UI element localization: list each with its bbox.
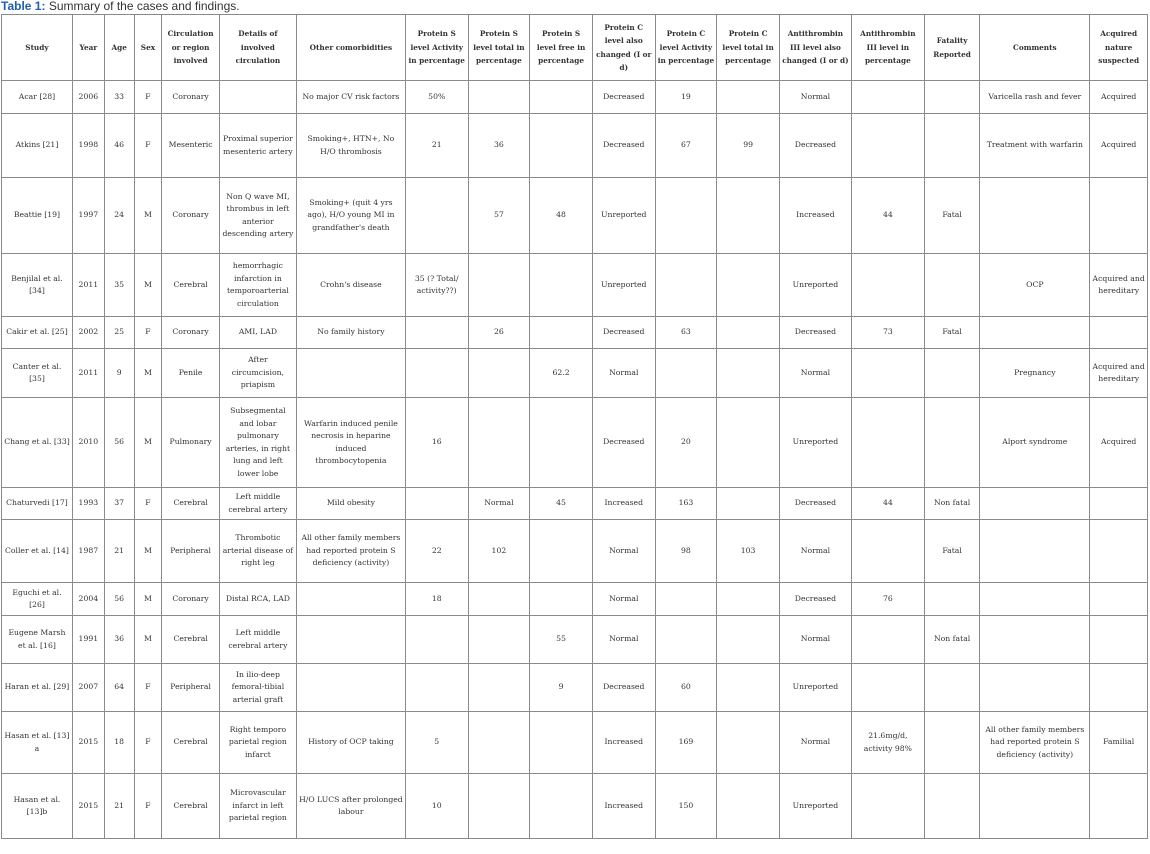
table-cell: 35 (? Total/ activity??) — [405, 254, 468, 317]
table-cell: Coronary — [162, 317, 220, 349]
table-cell: Normal — [592, 349, 655, 398]
table-cell: OCP — [980, 254, 1090, 317]
table-cell: 26 — [468, 317, 530, 349]
table-cell: 18 — [104, 712, 134, 774]
column-header: Protein S level free in percentage — [530, 15, 593, 81]
table-cell: 2004 — [72, 583, 104, 616]
table-cell: Coronary — [162, 178, 220, 254]
table-cell: 33 — [104, 81, 134, 114]
table-cell: 2011 — [72, 254, 104, 317]
table-cell — [405, 317, 468, 349]
table-cell: Subsegmental and lobar pulmonary arteries, in right lung and left lower lobe — [219, 398, 296, 488]
table-cell: Beattie [19] — [2, 178, 73, 254]
table-cell: Left middle cerebral artery — [219, 488, 296, 520]
table-cell: Smoking+ (quit 4 yrs ago), H/O young MI in grandfather's death — [296, 178, 405, 254]
table-cell: Decreased — [779, 317, 851, 349]
table-cell — [980, 616, 1090, 664]
table-cell: Warfarin induced penile necrosis in heparine induced thrombocytopenia — [296, 398, 405, 488]
table-cell: 48 — [530, 178, 593, 254]
table-cell: 46 — [104, 114, 134, 178]
table-cell — [530, 774, 593, 839]
table-cell: 98 — [655, 520, 717, 583]
table-cell — [1090, 520, 1148, 583]
caption-text: Summary of the cases and findings. — [48, 0, 240, 13]
table-cell: Hasan et al. [13]b — [2, 774, 73, 839]
column-header: Sex — [134, 15, 162, 81]
column-header: Other comorbidities — [296, 15, 405, 81]
table-cell: 103 — [717, 520, 780, 583]
table-cell — [530, 81, 593, 114]
table-cell — [851, 520, 924, 583]
table-cell: Normal — [592, 520, 655, 583]
table-cell: 9 — [530, 664, 593, 712]
table-cell: 1987 — [72, 520, 104, 583]
table-row — [2, 114, 1148, 178]
table-cell: Normal — [779, 712, 851, 774]
table-cell: Left middle cerebral artery — [219, 616, 296, 664]
table-cell: Decreased — [592, 114, 655, 178]
table-cell: Decreased — [592, 81, 655, 114]
table-cell: No major CV risk factors — [296, 81, 405, 114]
table-cell: Treatment with warfarin — [980, 114, 1090, 178]
table-caption — [1, 0, 240, 14]
table-cell: 99 — [717, 114, 780, 178]
table-cell — [468, 398, 530, 488]
table-row — [2, 254, 1148, 317]
table-cell: 57 — [468, 178, 530, 254]
table-cell — [405, 616, 468, 664]
table-cell: Coronary — [162, 81, 220, 114]
column-header: Antithrombin III level in percentage — [851, 15, 924, 81]
table-cell — [924, 774, 980, 839]
table-cell: 21.6mg/d, activity 98% — [851, 712, 924, 774]
table-cell — [655, 616, 717, 664]
table-cell: 73 — [851, 317, 924, 349]
table-cell — [468, 616, 530, 664]
table-cell: F — [134, 81, 162, 114]
table-cell — [530, 114, 593, 178]
table-cell: M — [134, 616, 162, 664]
column-header: Protein C level Activity in percentage — [655, 15, 717, 81]
table-cell: 67 — [655, 114, 717, 178]
table-cell: Unreported — [592, 254, 655, 317]
table-cell: Acquired and hereditary — [1090, 349, 1148, 398]
table-cell: 10 — [405, 774, 468, 839]
table-cell — [924, 712, 980, 774]
table-cell: Increased — [592, 488, 655, 520]
table-cell: F — [134, 664, 162, 712]
table-cell: Distal RCA, LAD — [219, 583, 296, 616]
table-cell: 37 — [104, 488, 134, 520]
table-cell — [924, 664, 980, 712]
table-cell — [717, 488, 780, 520]
table-cell: Decreased — [592, 317, 655, 349]
column-header: Protein C level total in percentage — [717, 15, 780, 81]
table-cell: 56 — [104, 398, 134, 488]
table-cell: Microvascular infarct in left parietal region — [219, 774, 296, 839]
table-cell: Mild obesity — [296, 488, 405, 520]
table-cell: 163 — [655, 488, 717, 520]
table-cell: Peripheral — [162, 520, 220, 583]
table-cell — [851, 81, 924, 114]
table-cell — [851, 774, 924, 839]
table-cell: 44 — [851, 178, 924, 254]
table-cell: M — [134, 349, 162, 398]
table-cell: Non fatal — [924, 616, 980, 664]
table-cell: Acquired and hereditary — [1090, 254, 1148, 317]
table-cell — [717, 254, 780, 317]
table-cell: 55 — [530, 616, 593, 664]
table-cell: Eguchi et al. [26] — [2, 583, 73, 616]
table-cell — [468, 583, 530, 616]
table-cell: Cerebral — [162, 616, 220, 664]
table-cell: 1991 — [72, 616, 104, 664]
table-cell: Eugene Marsh et al. [16] — [2, 616, 73, 664]
table-cell: Unreported — [779, 254, 851, 317]
table-cell: Pulmonary — [162, 398, 220, 488]
table-cell: Decreased — [592, 398, 655, 488]
table-cell: M — [134, 178, 162, 254]
column-header: Circulation or region involved — [162, 15, 220, 81]
table-row — [2, 664, 1148, 712]
table-cell — [1090, 664, 1148, 712]
table-cell: M — [134, 398, 162, 488]
table-cell — [1090, 178, 1148, 254]
table-cell — [717, 712, 780, 774]
table-cell: All other family members had reported protein S deficiency (activity) — [296, 520, 405, 583]
table-cell: 21 — [405, 114, 468, 178]
table-cell: Decreased — [779, 488, 851, 520]
table-cell: Acar [28] — [2, 81, 73, 114]
table-cell: 50% — [405, 81, 468, 114]
table-cell: After circumcision, priapism — [219, 349, 296, 398]
table-cell: Haran et al. [29] — [2, 664, 73, 712]
table-cell: 20 — [655, 398, 717, 488]
table-cell: Chaturvedi [17] — [2, 488, 73, 520]
table-cell: Hasan et al. [13] a — [2, 712, 73, 774]
table-cell — [468, 81, 530, 114]
table-cell: In ilio-deep femoral-tibial arterial graft — [219, 664, 296, 712]
table-cell — [1090, 488, 1148, 520]
table-cell: 21 — [104, 774, 134, 839]
table-cell — [468, 664, 530, 712]
table-cell: M — [134, 254, 162, 317]
table-cell — [980, 520, 1090, 583]
table-cell: H/O LUCS after prolonged labour — [296, 774, 405, 839]
caption-label: Table 1: — [1, 0, 46, 13]
table-cell: No family history — [296, 317, 405, 349]
table-cell: Unreported — [592, 178, 655, 254]
table-cell: 63 — [655, 317, 717, 349]
table-cell: Cerebral — [162, 254, 220, 317]
table-cell: 5 — [405, 712, 468, 774]
table-cell: 60 — [655, 664, 717, 712]
table-cell — [980, 664, 1090, 712]
table-cell: 44 — [851, 488, 924, 520]
table-row — [2, 712, 1148, 774]
table-cell — [468, 712, 530, 774]
table-cell — [296, 583, 405, 616]
table-cell: Coller et al. [14] — [2, 520, 73, 583]
table-cell — [655, 254, 717, 317]
table-cell: Normal — [779, 616, 851, 664]
table-cell — [717, 317, 780, 349]
table-row — [2, 349, 1148, 398]
table-cell: Mesenteric — [162, 114, 220, 178]
table-cell — [530, 520, 593, 583]
table-cell: Coronary — [162, 583, 220, 616]
table-cell — [924, 583, 980, 616]
table-row — [2, 616, 1148, 664]
table-cell — [717, 349, 780, 398]
table-cell: Increased — [592, 712, 655, 774]
table-cell — [717, 398, 780, 488]
table-cell — [296, 349, 405, 398]
findings-table — [1, 14, 1148, 839]
table-cell: Acquired — [1090, 114, 1148, 178]
table-cell: Crohn's disease — [296, 254, 405, 317]
table-cell — [1090, 317, 1148, 349]
table-cell — [851, 398, 924, 488]
table-cell — [530, 583, 593, 616]
table-row — [2, 520, 1148, 583]
table-cell: Canter et al. [35] — [2, 349, 73, 398]
table-cell — [296, 664, 405, 712]
table-cell — [717, 664, 780, 712]
table-cell: F — [134, 317, 162, 349]
column-header: Comments — [980, 15, 1090, 81]
column-header: Fatality Reported — [924, 15, 980, 81]
table-cell — [717, 616, 780, 664]
table-cell — [924, 254, 980, 317]
column-header: Antithrombin III level also changed (I or d) — [779, 15, 851, 81]
table-cell — [468, 349, 530, 398]
table-cell: Acquired — [1090, 398, 1148, 488]
table-cell: Atkins [21] — [2, 114, 73, 178]
column-header: Protein S level total in percentage — [468, 15, 530, 81]
table-cell: Decreased — [779, 583, 851, 616]
table-cell: Normal — [592, 583, 655, 616]
table-cell: Decreased — [779, 114, 851, 178]
table-cell: 21 — [104, 520, 134, 583]
table-cell: Familial — [1090, 712, 1148, 774]
table-cell: hemorrhagic infarction in temporoarterial circulation — [219, 254, 296, 317]
table-cell — [717, 583, 780, 616]
table-cell: 1997 — [72, 178, 104, 254]
table-cell: Normal — [779, 81, 851, 114]
table-cell: Cerebral — [162, 774, 220, 839]
column-header: Year — [72, 15, 104, 81]
table-cell: Non fatal — [924, 488, 980, 520]
table-cell: 2002 — [72, 317, 104, 349]
table-cell: 2006 — [72, 81, 104, 114]
table-cell — [655, 178, 717, 254]
table-cell: 22 — [405, 520, 468, 583]
table-cell: Normal — [779, 520, 851, 583]
table-cell — [468, 254, 530, 317]
column-header: Study — [2, 15, 73, 81]
table-cell: Pregnancy — [980, 349, 1090, 398]
table-cell: Fatal — [924, 317, 980, 349]
table-cell: Normal — [468, 488, 530, 520]
table-cell: 56 — [104, 583, 134, 616]
table-cell — [405, 178, 468, 254]
table-cell — [851, 254, 924, 317]
table-cell: Unreported — [779, 774, 851, 839]
table-cell: Benjilal et al. [34] — [2, 254, 73, 317]
column-header: Protein C level also changed (I or d) — [592, 15, 655, 81]
table-cell: 36 — [468, 114, 530, 178]
table-cell: Decreased — [592, 664, 655, 712]
column-header: Acquired nature suspected — [1090, 15, 1148, 81]
table-cell — [717, 178, 780, 254]
table-cell: F — [134, 488, 162, 520]
table-cell: Non Q wave MI, thrombus in left anterior descending artery — [219, 178, 296, 254]
table-cell: 64 — [104, 664, 134, 712]
table-cell — [851, 664, 924, 712]
table-cell — [980, 488, 1090, 520]
table-cell: 169 — [655, 712, 717, 774]
table-row — [2, 81, 1148, 114]
table-cell: 2011 — [72, 349, 104, 398]
table-cell: 24 — [104, 178, 134, 254]
table-cell — [924, 114, 980, 178]
table-cell — [924, 81, 980, 114]
table-cell: 35 — [104, 254, 134, 317]
table-cell: 45 — [530, 488, 593, 520]
table-cell — [655, 583, 717, 616]
table-cell — [1090, 583, 1148, 616]
table-cell: 76 — [851, 583, 924, 616]
table-cell — [530, 712, 593, 774]
table-body — [2, 81, 1148, 839]
table-cell: Penile — [162, 349, 220, 398]
table-cell — [717, 81, 780, 114]
table-cell: 19 — [655, 81, 717, 114]
table-cell: Increased — [779, 178, 851, 254]
table-cell: Smoking+, HTN+, No H/O thrombosis — [296, 114, 405, 178]
table-row — [2, 774, 1148, 839]
column-header: Details of involved circulation — [219, 15, 296, 81]
table-cell: AMI, LAD — [219, 317, 296, 349]
table-cell: 2010 — [72, 398, 104, 488]
table-row — [2, 583, 1148, 616]
table-cell: Cerebral — [162, 712, 220, 774]
table-cell: Unreported — [779, 398, 851, 488]
table-row — [2, 488, 1148, 520]
table-cell: Fatal — [924, 520, 980, 583]
table-cell — [405, 488, 468, 520]
table-cell — [980, 317, 1090, 349]
table-cell: Right temporo parietal region infarct — [219, 712, 296, 774]
table-cell: Normal — [779, 349, 851, 398]
table-cell: All other family members had reported protein S deficiency (activity) — [980, 712, 1090, 774]
table-cell: 9 — [104, 349, 134, 398]
table-row — [2, 398, 1148, 488]
table-cell: Unreported — [779, 664, 851, 712]
table-cell: M — [134, 583, 162, 616]
table-cell — [530, 254, 593, 317]
column-header: Protein S level Activity in percentage — [405, 15, 468, 81]
table-cell: 2007 — [72, 664, 104, 712]
table-cell: 36 — [104, 616, 134, 664]
table-cell — [405, 664, 468, 712]
table-cell — [924, 349, 980, 398]
table-cell — [851, 349, 924, 398]
table-cell — [1090, 616, 1148, 664]
table-cell: Proximal superior mesenteric artery — [219, 114, 296, 178]
table-cell: 18 — [405, 583, 468, 616]
table-cell — [468, 774, 530, 839]
table-cell — [980, 178, 1090, 254]
table-cell: F — [134, 774, 162, 839]
table-cell: Cakir et al. [25] — [2, 317, 73, 349]
table-cell: 16 — [405, 398, 468, 488]
table-cell: Normal — [592, 616, 655, 664]
table-cell: Alport syndrome — [980, 398, 1090, 488]
table-cell — [296, 616, 405, 664]
table-cell: M — [134, 520, 162, 583]
table-cell — [851, 616, 924, 664]
table-row — [2, 317, 1148, 349]
table-cell: 62.2 — [530, 349, 593, 398]
table-cell — [980, 774, 1090, 839]
table-cell — [530, 317, 593, 349]
table-cell: 25 — [104, 317, 134, 349]
table-cell: Fatal — [924, 178, 980, 254]
table-cell: Chang et al. [33] — [2, 398, 73, 488]
table-cell: 150 — [655, 774, 717, 839]
table-cell — [851, 114, 924, 178]
table-cell: Varicella rash and fever — [980, 81, 1090, 114]
table-cell — [405, 349, 468, 398]
table-cell — [924, 398, 980, 488]
table-row — [2, 178, 1148, 254]
table-cell: F — [134, 712, 162, 774]
table-cell: 1998 — [72, 114, 104, 178]
table-cell: 102 — [468, 520, 530, 583]
table-cell: History of OCP taking — [296, 712, 405, 774]
table-cell: Peripheral — [162, 664, 220, 712]
table-cell: F — [134, 114, 162, 178]
table-cell: Cerebral — [162, 488, 220, 520]
table-cell: Increased — [592, 774, 655, 839]
table-cell: Acquired — [1090, 81, 1148, 114]
table-cell: 2015 — [72, 712, 104, 774]
table-cell: 2015 — [72, 774, 104, 839]
table-cell — [1090, 774, 1148, 839]
table-cell: Thrombotic arterial disease of right leg — [219, 520, 296, 583]
table-cell: 1993 — [72, 488, 104, 520]
column-header: Age — [104, 15, 134, 81]
table-cell — [717, 774, 780, 839]
table-cell — [219, 81, 296, 114]
table-cell — [980, 583, 1090, 616]
header-row — [2, 15, 1148, 81]
table-cell — [655, 349, 717, 398]
table-cell — [530, 398, 593, 488]
